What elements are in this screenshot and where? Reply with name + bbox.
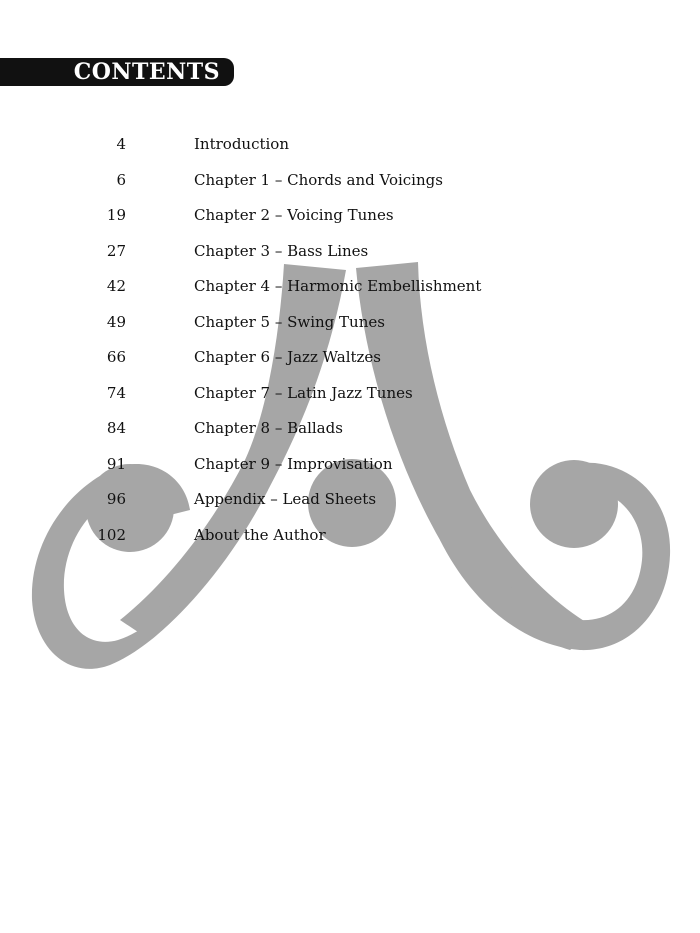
toc-row[interactable] bbox=[0, 133, 700, 169]
toc-entry-title: Introduction bbox=[194, 135, 289, 153]
toc-row[interactable] bbox=[0, 169, 700, 205]
toc-entry-title: Chapter 2 – Voicing Tunes bbox=[194, 206, 394, 224]
toc-page-number: 84 bbox=[106, 419, 126, 437]
toc-entry-title: Appendix – Lead Sheets bbox=[194, 490, 377, 508]
contents-banner bbox=[0, 58, 234, 86]
toc-entry-title: Chapter 5 – Swing Tunes bbox=[194, 312, 385, 331]
page-title: CONTENTS bbox=[73, 59, 220, 85]
toc-page-number: 74 bbox=[106, 383, 126, 402]
toc-row[interactable] bbox=[0, 524, 700, 560]
toc-row[interactable] bbox=[0, 204, 700, 240]
table-of-contents bbox=[0, 133, 700, 559]
toc-row[interactable] bbox=[0, 275, 700, 311]
toc-page-number: 6 bbox=[116, 170, 126, 189]
toc-entry-title: Chapter 6 – Jazz Waltzes bbox=[194, 348, 381, 366]
toc-entry-title: Chapter 9 – Improvisation bbox=[194, 454, 393, 473]
toc-page-number: 49 bbox=[106, 312, 126, 331]
toc-page-number: 91 bbox=[106, 454, 126, 473]
toc-row[interactable] bbox=[0, 346, 700, 382]
toc-page-number: 4 bbox=[116, 135, 126, 153]
toc-entry-title: Chapter 8 – Ballads bbox=[194, 419, 343, 437]
toc-entry-title: About the Author bbox=[194, 525, 326, 544]
toc-row[interactable] bbox=[0, 417, 700, 453]
toc-page-number: 27 bbox=[106, 241, 126, 260]
toc-entry-title: Chapter 4 – Harmonic Embellishment bbox=[194, 277, 482, 295]
toc-row[interactable] bbox=[0, 311, 700, 347]
toc-entry-title: Chapter 1 – Chords and Voicings bbox=[194, 170, 443, 189]
toc-row[interactable] bbox=[0, 488, 700, 524]
toc-page-number: 66 bbox=[106, 348, 126, 366]
toc-page-number: 42 bbox=[106, 277, 126, 295]
toc-entry-title: Chapter 7 – Latin Jazz Tunes bbox=[194, 383, 413, 402]
toc-page-number: 96 bbox=[106, 490, 126, 508]
toc-page-number: 102 bbox=[97, 525, 126, 544]
toc-page-number: 19 bbox=[106, 206, 126, 224]
toc-row[interactable] bbox=[0, 453, 700, 489]
toc-entry-title: Chapter 3 – Bass Lines bbox=[194, 241, 369, 260]
toc-row[interactable] bbox=[0, 240, 700, 276]
toc-row[interactable] bbox=[0, 382, 700, 418]
